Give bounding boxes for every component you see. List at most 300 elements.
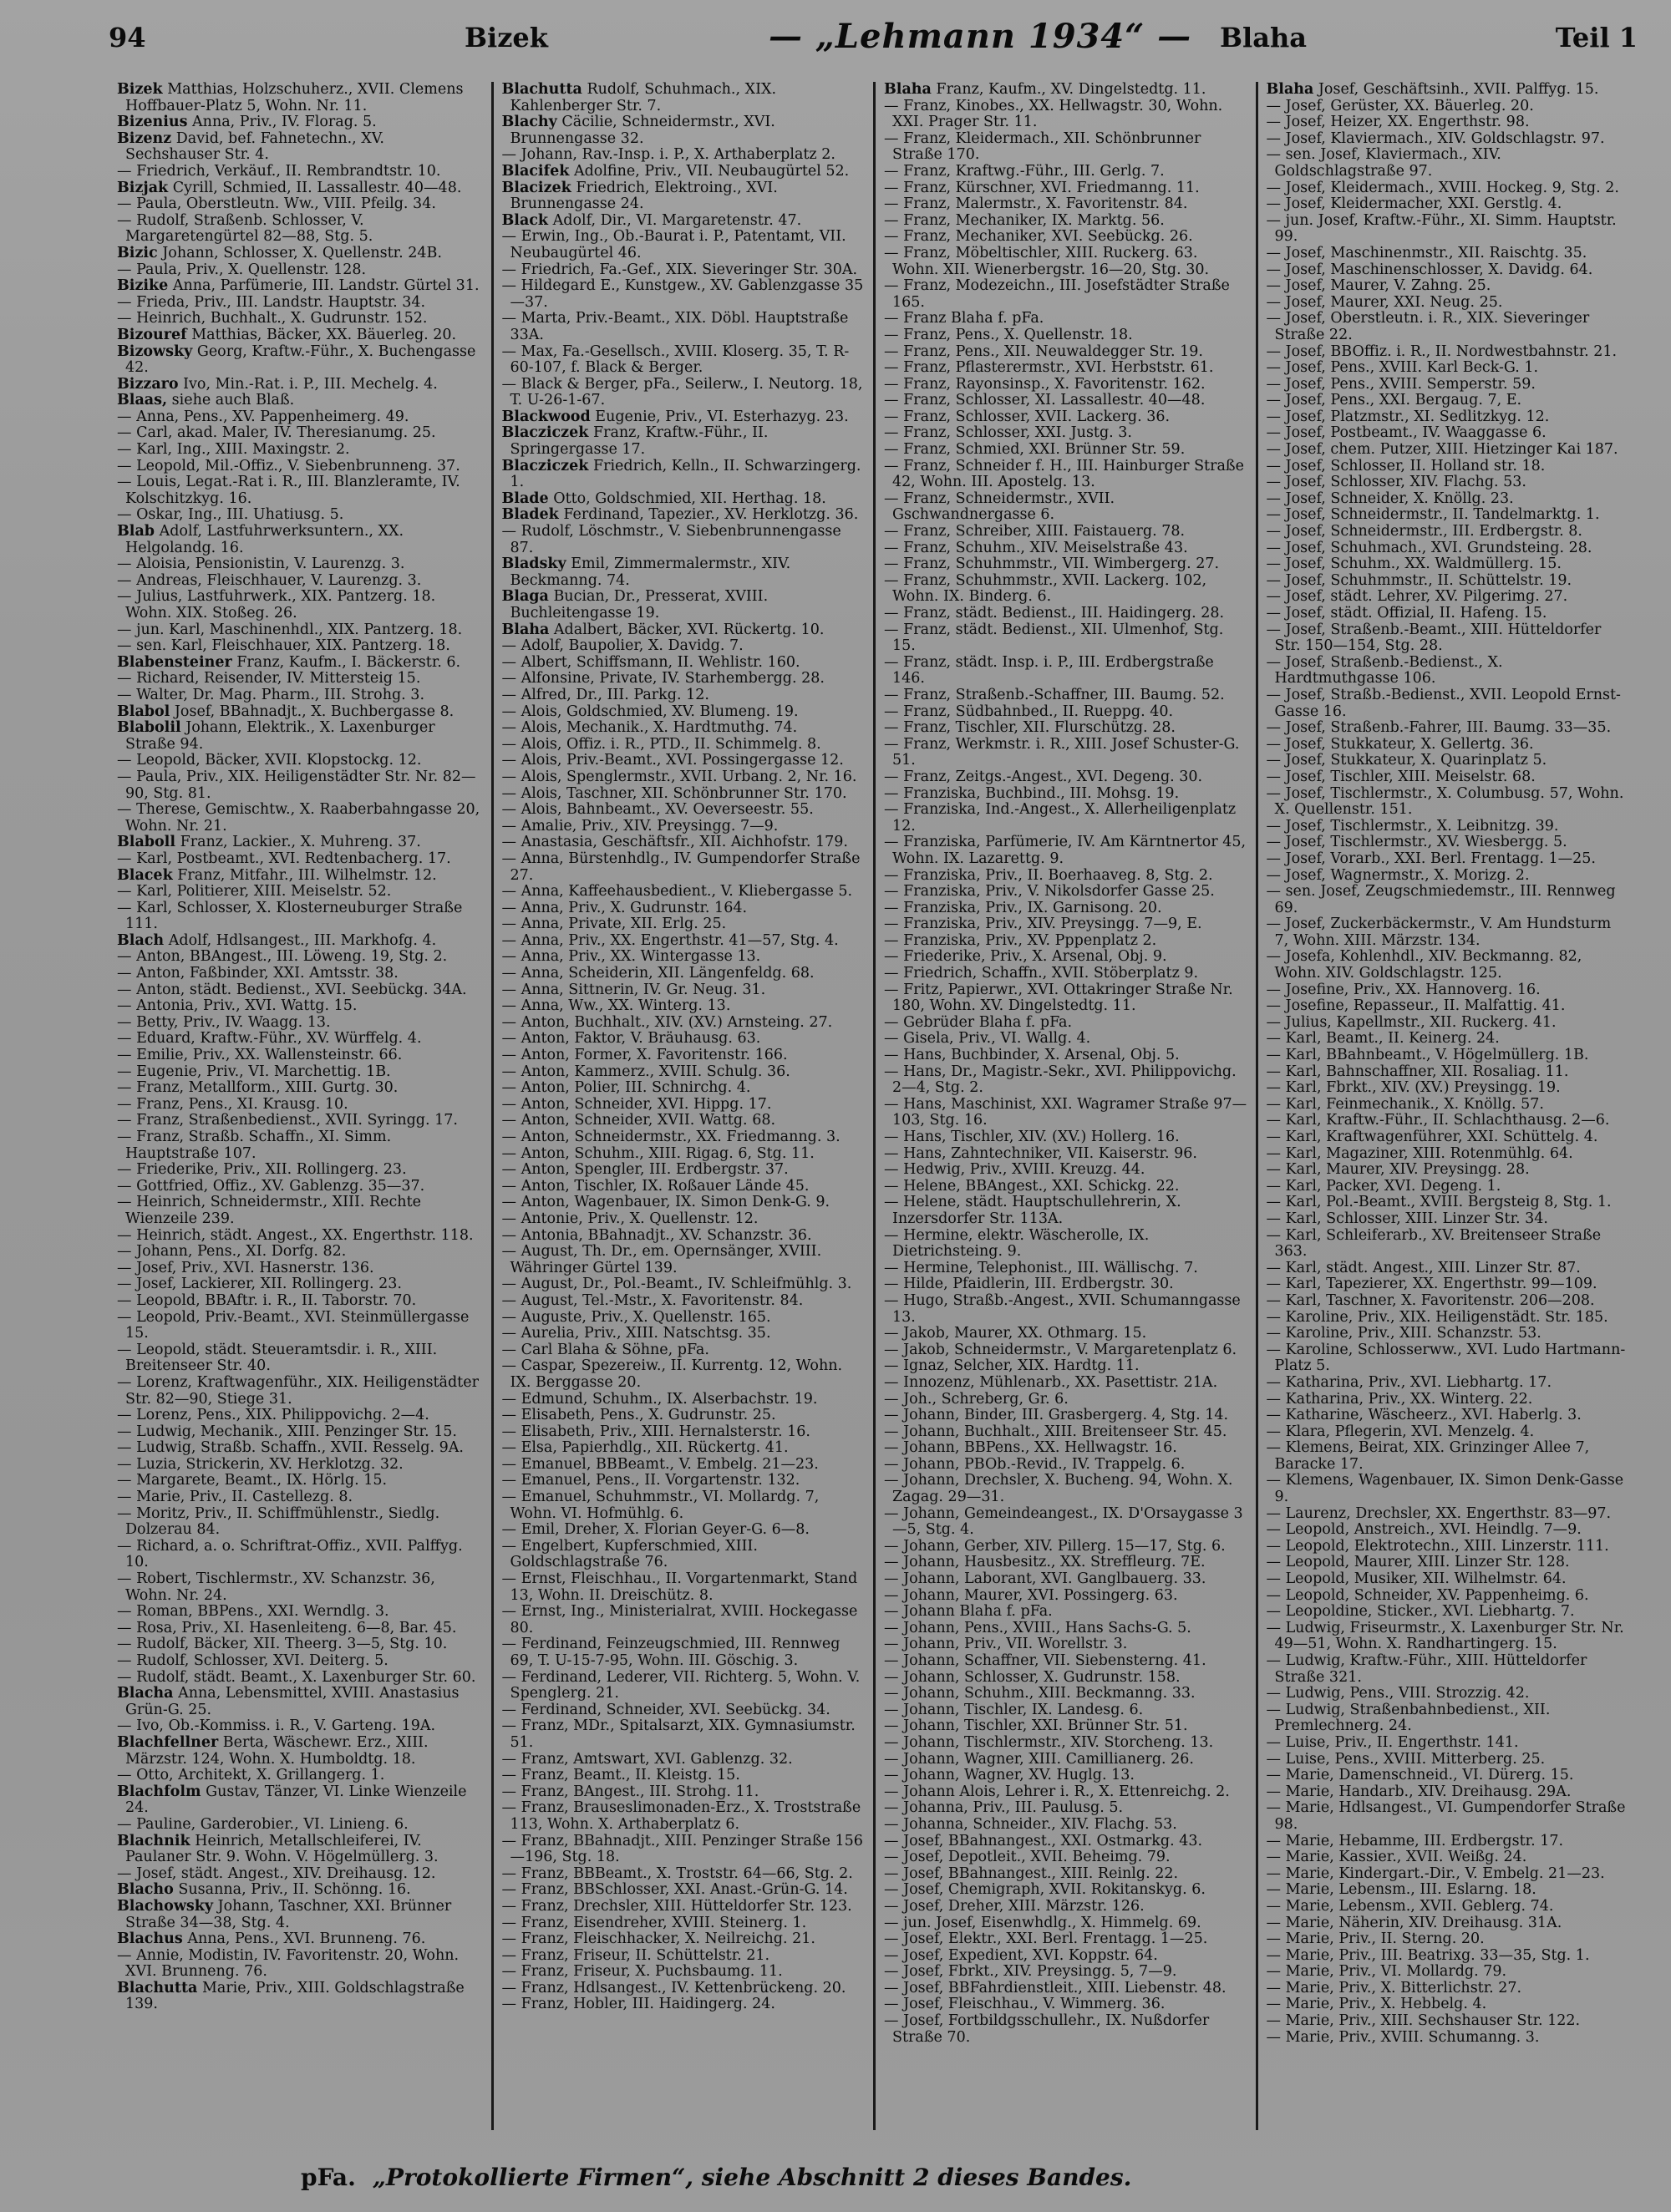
directory-entry — [114, 1129, 483, 1162]
entry-details: — Johann, Hausbesitz., XX. Streffleurg. 7E. — [884, 1555, 1206, 1571]
directory-entry — [1263, 1129, 1630, 1146]
directory-entry — [499, 1784, 866, 1801]
directory-entry — [499, 1670, 866, 1702]
entry-details: — Josef, Klaviermach., XIV. Goldschlagstr. 97. — [1266, 130, 1605, 147]
directory-entry — [881, 1358, 1247, 1375]
entry-details: — Leopold, BBAftr. i. R., II. Taborstr. 70. — [117, 1292, 417, 1309]
entry-details: — Franz, Kinobes., XX. Hellwagstr. 30, Wohn. XXI. Prager Str. 11. — [884, 98, 1223, 131]
entry-details: — Anton, BBAngest., III. Löweng. 19, Stg. 2. — [117, 949, 448, 966]
directory-entry — [881, 278, 1247, 311]
entry-details: — Lorenz, Kraftwagenführ., XIX. Heiligenstädter Str. 82—90, Stiege 31. — [117, 1374, 479, 1408]
entry-details: — Gisela, Priv., VI. Wallg. 4. — [884, 1031, 1091, 1048]
entry-details: — Josef, Schuhmach., XVI. Grundsteing. 28. — [1266, 540, 1592, 556]
directory-entry — [1263, 720, 1630, 737]
entry-details: — Franz, Zeitgs.-Angest., XVI. Degeng. 30. — [884, 769, 1203, 785]
directory-entry — [881, 1261, 1247, 1277]
entry-details: Bucian, Dr., Presserat, XVIII. Buchleitengasse 19. — [510, 589, 769, 621]
entry-details: — Paula, Priv., XIX. Heiligenstädter Str. Nr. 82—90, Stg. 81. — [117, 769, 476, 802]
directory-entry — [881, 327, 1247, 344]
entry-details: — Josef, Expedient, XVI. Koppstr. 64. — [884, 1947, 1158, 1964]
directory-entry — [499, 1293, 866, 1310]
directory-entry — [114, 1653, 483, 1670]
entry-details: — Marie, Priv., III. Beatrixg. 33—35, Stg. 1. — [1266, 1947, 1590, 1964]
directory-entry — [499, 1113, 866, 1129]
entry-details: — Klemens, Beirat, XIX. Grinzinger Allee 7, Baracke 17. — [1266, 1440, 1590, 1473]
directory-entry — [881, 1506, 1247, 1539]
directory-entry — [499, 1064, 866, 1081]
entry-details: — Julius, Kapellmstr., XII. Ruckerg. 41. — [1266, 1014, 1557, 1031]
directory-entry — [499, 1522, 866, 1539]
entry-details: — Karl, Beamt., II. Keinerg. 24. — [1266, 1031, 1500, 1048]
entry-details: — Ludwig, Friseurmstr., X. Laxenburger Str. Nr. 49—51, Wohn. X. Randhartingerg. 15. — [1266, 1620, 1624, 1653]
directory-entry — [1263, 1784, 1630, 1801]
entry-details: — Ferdinand, Schneider, XVI. Seebückg. 34. — [501, 1702, 830, 1718]
entry-details: — Josef, Tischlermstr., X. Leibnitzg. 39. — [1266, 818, 1559, 835]
entry-details: — Leopoldine, Sticker., XVI. Liebhartg. 7. — [1266, 1604, 1575, 1621]
entry-details: — Rudolf, Straßenb. Schlosser, V. Margaretengürtel 82—88, Stg. 5. — [117, 212, 373, 246]
entry-details: — Franz, städt. Bedienst., III. Haidingerg. 28. — [884, 606, 1225, 621]
entry-surname: Blabolil — [117, 720, 181, 737]
directory-entry — [114, 982, 483, 999]
directory-entry — [114, 114, 483, 131]
entry-details: — Marie, Priv., II. Castellezg. 8. — [117, 1489, 353, 1506]
directory-entry — [1263, 474, 1630, 491]
directory-entry — [114, 459, 483, 475]
entry-details: — Josef, Straßb.-Bedienst., XVII. Leopold Ernst-Gasse 16. — [1266, 687, 1621, 720]
entry-surname: Blade — [501, 490, 549, 507]
entry-surname: Bizzaro — [117, 376, 179, 393]
entry-details: — Josef, Maurer, XXI. Neug. 25. — [1266, 294, 1503, 311]
entry-details: — Karl, Feinmechanik., X. Knöllg. 57. — [1266, 1096, 1544, 1113]
directory-entry — [114, 1097, 483, 1114]
directory-entry — [114, 720, 483, 753]
entry-details: — Josef, Pens., XXI. Bergaug. 7, E. — [1266, 393, 1522, 409]
directory-entry — [499, 409, 866, 426]
entry-details: Emil, Zimmermalermstr., XIV. Beckmanng. 74. — [510, 556, 791, 589]
directory-entry — [881, 1768, 1247, 1784]
directory-entry — [499, 851, 866, 884]
directory-entry — [114, 1948, 483, 1981]
directory-entry — [1263, 1686, 1630, 1702]
directory-entry — [881, 1048, 1247, 1064]
entry-details: — Heinrich, Buchhalt., X. Gudrunstr. 152. — [117, 311, 428, 327]
entry-details: — Antonie, Priv., X. Quellenstr. 12. — [501, 1210, 759, 1227]
directory-entry — [1263, 1326, 1630, 1342]
entry-details: Cäcilie, Schneidermstr., XVI. Brunnengasse 32. — [510, 114, 775, 147]
directory-entry — [499, 982, 866, 999]
directory-entry — [881, 1457, 1247, 1474]
entry-details: — Katharina, Priv., XX. Winterg. 22. — [1266, 1391, 1533, 1408]
entry-details: — Josef, städt. Lehrer, XV. Pilgerimg. 27. — [1266, 589, 1568, 606]
right-keyword: Blaha — [1220, 22, 1307, 53]
directory-entry — [114, 753, 483, 769]
entry-details: — Katharine, Wäscheerz., XVI. Haberlg. 3. — [1266, 1408, 1582, 1424]
entry-details: — Elisabeth, Pens., X. Gudrunstr. 25. — [501, 1408, 776, 1424]
entry-details: — Karl, Bahnschaffner, XII. Rosaliag. 11. — [1266, 1063, 1569, 1080]
part-label: Teil 1 — [1555, 22, 1638, 53]
directory-entry — [881, 1735, 1247, 1752]
directory-entry — [1263, 949, 1630, 982]
entry-details: — Franz, Südbahnbed., II. Rueppg. 40. — [884, 703, 1174, 720]
directory-entry — [114, 344, 483, 377]
directory-entry — [114, 573, 483, 590]
entry-details: — Marie, Hdlsangest., VI. Gumpendorfer Straße 98. — [1266, 1800, 1626, 1833]
entry-details: — Franz, Schuhmmstr., XVII. Lackerg. 102, Wohn. IX. Binderg. 6. — [884, 572, 1207, 606]
entry-details: — Carl Blaha & Söhne, pFa. — [501, 1342, 709, 1358]
entry-details: — Ernst, Fleischhau., II. Vorgartenmarkt, Stand 13, Wohn. II. Dreischütz. 8. — [501, 1571, 858, 1604]
entry-details: — Josef, Lackierer, XII. Rollingerg. 23. — [117, 1276, 402, 1293]
directory-entry — [881, 1375, 1247, 1392]
entry-surname: Blaha — [1266, 82, 1314, 98]
directory-entry — [499, 1244, 866, 1276]
entry-details: — Karl, Schlosser, XIII. Linzer Str. 34. — [1266, 1210, 1548, 1227]
entry-details: — Franziska, Buchbind., III. Mohsg. 19. — [884, 785, 1180, 802]
directory-entry — [881, 524, 1247, 540]
entry-details: — Josef, Vorarb., XXI. Berl. Frentagg. 1—25. — [1266, 850, 1596, 867]
directory-entry — [1263, 311, 1630, 343]
entry-surname: Blachutta — [501, 82, 582, 98]
directory-entry — [499, 556, 866, 589]
directory-entry — [881, 1604, 1247, 1621]
directory-entry — [881, 622, 1247, 655]
entry-details: Adolfine, Priv., VII. Neubaugürtel 52. — [573, 163, 850, 180]
directory-entry — [114, 1636, 483, 1653]
directory-entry — [881, 1326, 1247, 1342]
entry-surname: Bizic — [117, 245, 158, 261]
directory-entry — [881, 1293, 1247, 1326]
entry-details: — Helene, städt. Hauptschullehrerin, X. Inzersdorfer Str. 113A. — [884, 1195, 1181, 1227]
directory-entry — [499, 1015, 866, 1032]
directory-entry — [499, 1636, 866, 1669]
entry-details: — Franz, Möbeltischler, XIII. Ruckerg. 63. Wohn. XII. Wienerbergstr. 16—20, Stg. 30. — [884, 245, 1210, 278]
directory-entry — [499, 1146, 866, 1163]
entry-details: — Anton, Schneider, XVII. Wattg. 68. — [501, 1113, 776, 1129]
entry-details: Berta, Wäschewr. Erz., XIII. Märzstr. 124, Wohn. X. Humboldtg. 18. — [125, 1734, 429, 1768]
entry-details: — Leopold, Schneider, XV. Pappenheimg. 6. — [1266, 1587, 1589, 1604]
entry-details: — Elisabeth, Priv., XIII. Hernalsterstr. 16. — [501, 1423, 810, 1440]
directory-entry — [499, 459, 866, 491]
directory-entry — [1263, 196, 1630, 213]
directory-entry — [881, 1129, 1247, 1146]
entry-details: — Frieda, Priv., III. Landstr. Hauptstr. 34. — [117, 294, 426, 311]
entry-details: — Josef, Fortbildgsschullehr., IX. Nußdorfer Straße 70. — [884, 2013, 1210, 2046]
entry-details: — Leopold, Mil.-Offiz., V. Siebenbrunneng. 37. — [117, 458, 460, 474]
entry-details: — Johann, Pens., XVIII., Hans Sachs-G. 5. — [884, 1620, 1191, 1636]
directory-entry — [1263, 655, 1630, 687]
entry-details: — Karl, Magaziner, XIII. Rotenmühlg. 64. — [1266, 1145, 1573, 1162]
entry-details: — Johann, Tischler, XXI. Brünner Str. 51. — [884, 1718, 1188, 1735]
directory-entry — [1263, 442, 1630, 459]
directory-entry — [499, 655, 866, 672]
directory-entry — [1263, 1752, 1630, 1768]
entry-details: — Albert, Schiffsmann, II. Wehlistr. 160. — [501, 654, 800, 671]
entry-details: — Leopold, Elektrotechn., XIII. Linzerstr. 111. — [1266, 1538, 1609, 1555]
directory-entry — [881, 491, 1247, 524]
directory-entry — [881, 933, 1247, 950]
directory-entry — [499, 1228, 866, 1245]
directory-entry — [881, 966, 1247, 982]
directory-entry — [1263, 851, 1630, 868]
directory-entry — [881, 1031, 1247, 1048]
directory-entry — [499, 687, 866, 704]
entry-surname: Blachowsky — [117, 1898, 214, 1915]
page-number: 94 — [109, 22, 146, 53]
entry-details: — Josef, Maschinenmstr., XII. Raischtg. 35. — [1266, 245, 1587, 261]
entry-details: — Franz, Tischler, XII. Flurschützg. 28. — [884, 720, 1176, 737]
entry-details: — Fritz, Papierwr., XVI. Ottakringer Straße Nr. 180, Wohn. XV. Dingelstedtg. 11. — [884, 982, 1233, 1015]
directory-entry — [114, 1489, 483, 1506]
entry-details: — Josef, Maschinenschlosser, X. Davidg. 64. — [1266, 261, 1593, 278]
directory-entry — [114, 638, 483, 655]
entry-surname: Blachfellner — [117, 1734, 219, 1751]
directory-entry — [881, 1408, 1247, 1424]
entry-details: — Katharina, Priv., XVI. Liebhartg. 17. — [1266, 1374, 1552, 1391]
directory-entry — [114, 1981, 483, 2013]
directory-entry — [1263, 1882, 1630, 1899]
directory-entry — [1263, 393, 1630, 409]
directory-entry — [499, 1981, 866, 1997]
directory-entry — [499, 1048, 866, 1064]
entry-details: Franz, Kaufm., I. Bäckerstr. 6. — [236, 654, 461, 671]
directory-entry — [114, 1473, 483, 1489]
directory-entry — [114, 1179, 483, 1195]
directory-entry — [499, 737, 866, 753]
directory-entry — [499, 1571, 866, 1604]
entry-details: — Marie, Handarb., XIV. Dreihausg. 29A. — [1266, 1783, 1572, 1800]
directory-entry — [881, 1996, 1247, 2013]
entry-details: Franz, Kaufm., XV. Dingelstedtg. 11. — [936, 82, 1206, 98]
entry-details: Gustav, Tänzer, VI. Linke Wienzeile 24. — [125, 1783, 467, 1817]
entry-details: — Marie, Priv., II. Sterng. 20. — [1266, 1931, 1485, 1948]
directory-entry — [1263, 1310, 1630, 1327]
directory-entry — [499, 425, 866, 458]
entry-details: — Anna, Bürstenhdlg., IV. Gumpendorfer Straße 27. — [501, 850, 861, 884]
entry-details: — Johann, PBOb.-Revid., IV. Trappelg. 6. — [884, 1456, 1186, 1473]
entry-details: — Josef, städt. Offizial, II. Hafeng. 15. — [1266, 606, 1547, 621]
entry-details: — Josef, Kleidermach., XVIII. Hockeg. 9, Stg. 2. — [1266, 180, 1619, 196]
entry-details: — Franz, Kleidermach., XII. Schönbrunner Straße 170. — [884, 130, 1201, 164]
directory-entry — [114, 82, 483, 114]
directory-entry — [1263, 835, 1630, 851]
directory-entry — [1263, 1146, 1630, 1163]
directory-entry — [1263, 737, 1630, 753]
directory-entry — [881, 425, 1247, 442]
entry-details: — Franz, Straßenbedienst., XVII. Syringg. 17. — [117, 1113, 458, 1129]
directory-entry — [114, 311, 483, 327]
directory-entry — [1263, 1261, 1630, 1277]
entry-details: — Innozenz, Mühlenarb., XX. Pasettistr. 21A. — [884, 1374, 1218, 1391]
entry-details: Adolf, Lastfuhrwerksuntern., XX. Helgolandg. 16. — [125, 524, 404, 556]
directory-entry — [881, 540, 1247, 557]
directory-entry — [1263, 1571, 1630, 1588]
entry-surname: Blaha — [884, 82, 932, 98]
entry-details: — Lorenz, Pens., XIX. Philippovichg. 2—4. — [117, 1408, 429, 1424]
entry-details: — Franziska, Priv., V. Nikolsdorfer Gasse 25. — [884, 884, 1215, 901]
directory-entry — [881, 409, 1247, 426]
directory-entry — [114, 622, 483, 639]
entry-details: — Aloisia, Pensionistin, V. Laurenzg. 3. — [117, 556, 405, 573]
directory-entry — [881, 687, 1247, 704]
entry-surname: Blachus — [117, 1931, 183, 1948]
entry-surname: Blacizek — [501, 180, 571, 196]
directory-entry — [1263, 884, 1630, 916]
entry-details: — Franz, BBBeamt., X. Troststr. 64—66, Stg. 2. — [501, 1865, 853, 1882]
entry-details: — Josef, Tischler, XIII. Meiselstr. 68. — [1266, 769, 1536, 785]
entry-details: — Gottfried, Offiz., XV. Gablenzg. 35—37. — [117, 1178, 425, 1195]
entry-details: — Rudolf, städt. Beamt., X. Laxenburger Str. 60. — [117, 1669, 476, 1686]
directory-entry — [114, 1031, 483, 1048]
entry-details: — Leopold, Anstreich., XVI. Heindlg. 7—9. — [1266, 1522, 1582, 1539]
directory-entry — [1263, 1621, 1630, 1653]
directory-entry — [499, 1931, 866, 1948]
directory-entry — [1263, 1031, 1630, 1048]
entry-details: — Alois, Spenglermstr., XVII. Urbang. 2, Nr. 16. — [501, 769, 857, 785]
directory-entry — [1263, 459, 1630, 475]
entry-details: Franz, Mitfahr., III. Wilhelmstr. 12. — [177, 867, 437, 884]
entry-details: — Marie, Priv., XIII. Sechshauser Str. 122. — [1266, 2013, 1581, 2030]
entry-details: — Franz, Straßenb.-Schaffner, III. Baumg. 52. — [884, 687, 1225, 703]
directory-entry — [1263, 1834, 1630, 1850]
directory-entry — [1263, 409, 1630, 426]
directory-entry — [114, 295, 483, 312]
entry-details: — Eugenie, Priv., VI. Marchettig. 1B. — [117, 1063, 391, 1080]
directory-entry — [1263, 1113, 1630, 1129]
directory-entry — [881, 1899, 1247, 1915]
directory-entry — [499, 491, 866, 508]
directory-entry — [881, 82, 1247, 99]
entry-details: — Anton, Spengler, III. Erdbergstr. 37. — [501, 1162, 789, 1179]
directory-entry — [1263, 1211, 1630, 1228]
directory-entry — [881, 901, 1247, 917]
directory-entry — [114, 1670, 483, 1687]
directory-entry — [114, 1621, 483, 1637]
entry-details: — Franz, Straßb. Schaffn., XI. Simm. Hauptstraße 107. — [117, 1129, 392, 1162]
entry-details: — Johanna, Priv., III. Paulusg. 5. — [884, 1800, 1124, 1817]
entry-details: — Klemens, Wagenbauer, IX. Simon Denk-Gasse 9. — [1266, 1473, 1624, 1506]
entry-details: — Karl, Kraftw.-Führ., II. Schlachthausg. 2—6. — [1266, 1113, 1610, 1129]
directory-entry — [114, 1440, 483, 1457]
entry-details: — Josef, Schneidermstr., II. Tandelmarktg. 1. — [1266, 507, 1600, 524]
entry-details: David, bef. Fahnetechn., XV. Sechshauser Str. 4. — [125, 130, 384, 164]
entry-details: — Karl, Kraftwagenführer, XXI. Schüttelg. 4. — [1266, 1129, 1598, 1145]
entry-details: — Johann, Maurer, XVI. Possingerg. 63. — [884, 1587, 1178, 1604]
directory-entry — [881, 196, 1247, 213]
entry-surname: Bizenius — [117, 114, 188, 131]
directory-entry — [1263, 180, 1630, 197]
entry-details: — Franz, Friseur, X. Puchsbaumg. 11. — [501, 1964, 783, 1981]
entry-details: — Anna, Ww., XX. Winterg. 13. — [501, 998, 731, 1015]
entry-details: — Elsa, Papierhdlg., XII. Rückertg. 41. — [501, 1440, 789, 1457]
directory-entry — [1263, 868, 1630, 885]
directory-entry — [114, 425, 483, 442]
entry-details: — Andreas, Fleischhauer, V. Laurenzg. 3. — [117, 572, 422, 589]
entry-surname: Blab — [117, 524, 155, 540]
directory-entry — [881, 459, 1247, 491]
directory-entry — [114, 655, 483, 672]
directory-entry — [499, 180, 866, 213]
directory-entry — [499, 507, 866, 524]
entry-details: — Josef, Stukkateur, X. Quarinplatz 5. — [1266, 753, 1547, 769]
directory-entry — [499, 998, 866, 1015]
entry-surname: Blabol — [117, 703, 170, 720]
entry-details: — Franz, Schneider f. H., III. Hainburger Straße 42, Wohn. III. Apostelg. 13. — [884, 458, 1244, 491]
directory-entry — [114, 998, 483, 1015]
directory-entry — [114, 704, 483, 721]
entry-details: — Ignaz, Selcher, XIX. Hardtg. 11. — [884, 1358, 1140, 1375]
directory-entry — [499, 769, 866, 786]
directory-entry — [1263, 1473, 1630, 1505]
directory-entry — [114, 884, 483, 901]
directory-entry — [881, 1015, 1247, 1032]
directory-entry — [499, 753, 866, 769]
entry-details: — Alois, Taschner, XII. Schönbrunner Str. 170. — [501, 785, 847, 802]
directory-entry — [499, 1800, 866, 1833]
directory-entry — [114, 442, 483, 459]
directory-entry — [499, 1392, 866, 1408]
directory-entry — [499, 704, 866, 721]
column-3 — [873, 82, 1256, 2130]
entry-details: — Josefa, Kohlenhdl., XIV. Beckmanng. 82, Wohn. XIV. Goldschlagstr. 125. — [1266, 949, 1582, 982]
directory-entry — [114, 1261, 483, 1277]
entry-details: — Franz, Schneidermstr., XVII. Gschwandnergasse 6. — [884, 490, 1115, 524]
directory-entry — [499, 262, 866, 279]
directory-entry — [499, 1031, 866, 1048]
entry-details: — Josef, Stukkateur, X. Gellertg. 36. — [1266, 736, 1534, 753]
directory-entry — [881, 1424, 1247, 1441]
directory-entry — [1263, 82, 1630, 99]
directory-entry — [499, 1604, 866, 1636]
directory-entry — [881, 1981, 1247, 1997]
entry-surname: Blacziczek — [501, 458, 589, 474]
directory-entry — [499, 1473, 866, 1489]
directory-entry — [1263, 1015, 1630, 1032]
directory-entry — [1263, 1342, 1630, 1375]
directory-entry — [114, 164, 483, 180]
directory-entry — [114, 1866, 483, 1883]
entry-details: Adolf, Dir., VI. Margaretenstr. 47. — [552, 212, 802, 229]
directory-entry — [114, 671, 483, 687]
entry-details: — Franz, Modezeichn., III. Josefstädter Straße 165. — [884, 278, 1230, 311]
entry-details: — Anna, Pens., XV. Pappenheimerg. 49. — [117, 408, 409, 425]
entry-surname: Blacha — [117, 1686, 174, 1702]
entry-details: — Franz, Kraftwg.-Führ., III. Gerlg. 7. — [884, 163, 1165, 180]
directory-entry — [114, 1228, 483, 1245]
directory-entry — [881, 835, 1247, 867]
entry-details: — Josef, Schuhmmstr., II. Schüttelstr. 19. — [1266, 572, 1572, 589]
entry-details: — Jakob, Schneidermstr., V. Margaretenplatz 6. — [884, 1342, 1237, 1358]
directory-entry — [114, 1015, 483, 1032]
entry-details: Adalbert, Bäcker, XVI. Rückertg. 10. — [553, 621, 825, 638]
entry-surname: Blaha — [501, 621, 550, 638]
directory-entry — [881, 982, 1247, 1015]
entry-details: — Marie, Kassier., XVII. Weißg. 24. — [1266, 1849, 1527, 1866]
entry-surname: Blaas, — [117, 393, 168, 409]
directory-entry — [1263, 1424, 1630, 1441]
directory-entry — [881, 1849, 1247, 1866]
directory-entry — [499, 1424, 866, 1441]
directory-entry — [114, 1768, 483, 1784]
entry-details: — Karoline, Priv., XIX. Heiligenstädt. Str. 185. — [1266, 1309, 1608, 1326]
entry-details: — Marie, Lebensm., XVII. Geblerg. 74. — [1266, 1898, 1554, 1915]
directory-entry — [1263, 1440, 1630, 1473]
entry-details: — Franz, Hdlsangest., IV. Kettenbrückeng. 20. — [501, 1980, 846, 1996]
entry-details: — Max, Fa.-Gesellsch., XVIII. Kloserg. 35, T. R-60-107, f. Black & Berger. — [501, 343, 850, 377]
entry-details: — Richard, Reisender, IV. Mittersteig 15. — [117, 671, 421, 687]
directory-entry — [114, 1457, 483, 1474]
entry-surname: Blaboll — [117, 835, 175, 851]
directory-entry — [1263, 769, 1630, 786]
entry-details: — Anna, Private, XII. Erlg. 25. — [501, 916, 727, 933]
